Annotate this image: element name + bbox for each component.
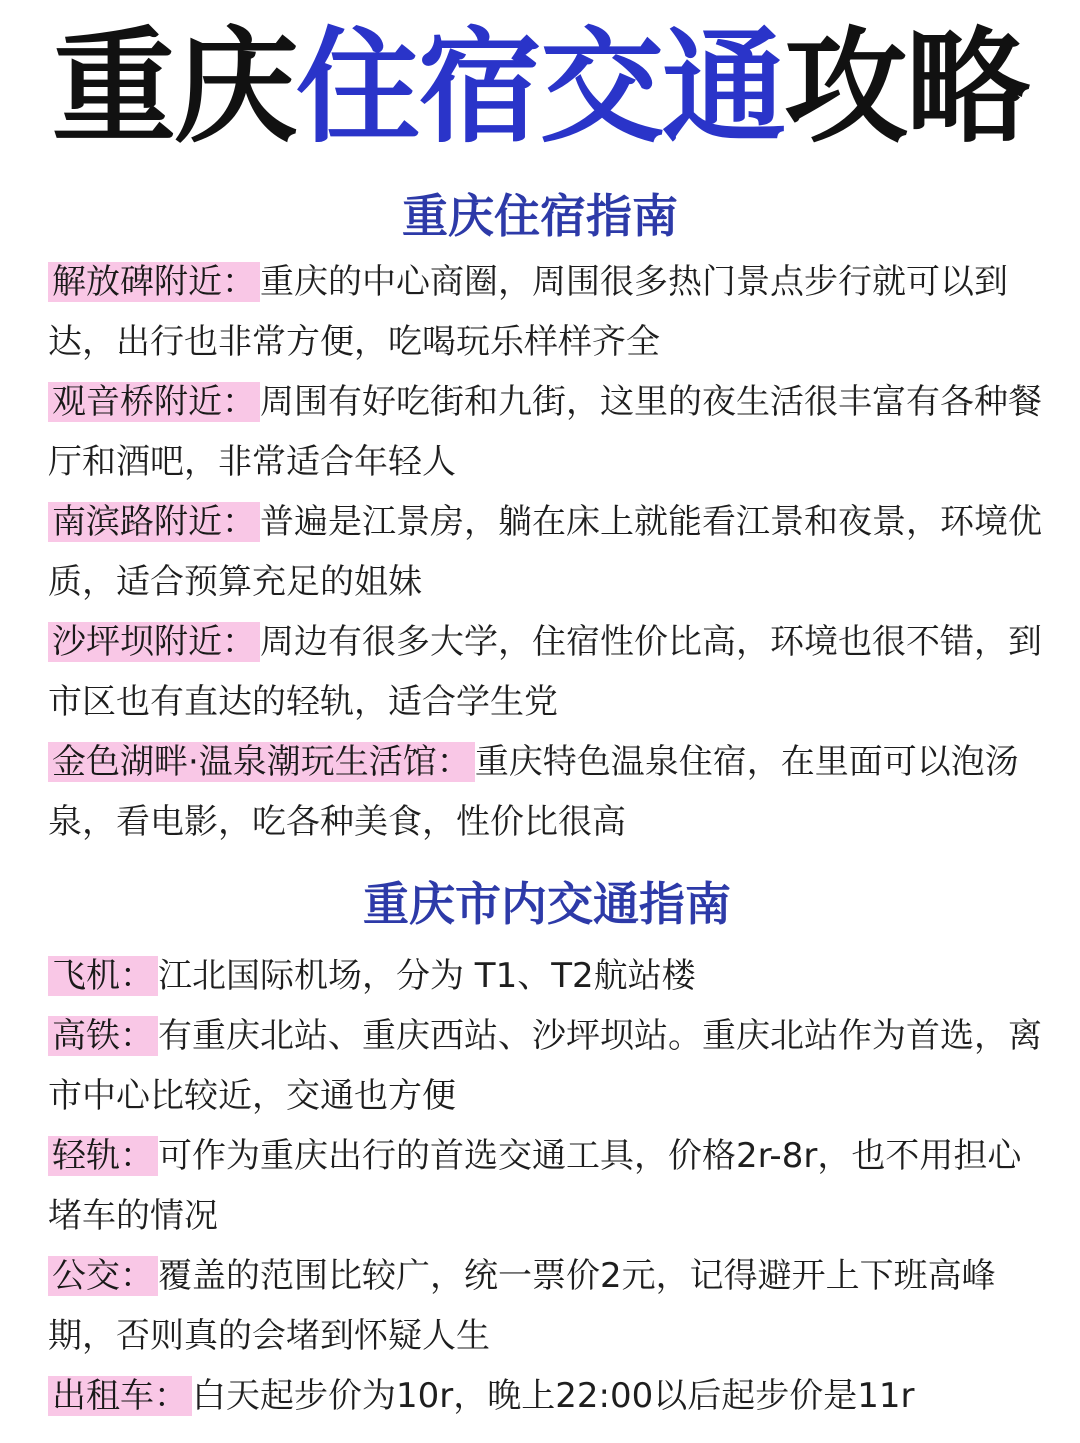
transport-item — [48, 1126, 1043, 1246]
transport-item-key: 飞机： — [48, 956, 158, 996]
transport-list — [48, 946, 1043, 1426]
transport-item-desc: 有重庆北站、重庆西站、沙坪坝站。重庆北站作为首选，离市中心比较近，交通也方便 — [48, 1016, 1042, 1116]
lodging-item-key: 金色湖畔·温泉潮玩生活馆： — [48, 742, 475, 782]
lodging-item — [48, 252, 1043, 372]
lodging-item — [48, 492, 1043, 612]
lodging-item — [48, 372, 1043, 492]
lodging-item-desc: 重庆的中心商圈，周围很多热门景点步行就可以到达，出行也非常方便，吃喝玩乐样样齐全 — [48, 262, 1008, 362]
lodging-item-desc: 周围有好吃街和九街，这里的夜生活很丰富有各种餐厅和酒吧，非常适合年轻人 — [48, 382, 1042, 482]
title-part-city: 重庆 — [51, 16, 296, 160]
page-title — [0, 18, 1080, 158]
lodging-item — [48, 732, 1043, 852]
lodging-item-key: 观音桥附近： — [48, 382, 260, 422]
transport-item-key: 公交： — [48, 1256, 158, 1296]
lodging-item-key: 解放碑附近： — [48, 262, 260, 302]
transport-item-desc: 江北国际机场，分为 T1、T2航站楼 — [158, 956, 696, 996]
lodging-heading: 重庆住宿指南 — [402, 189, 678, 243]
lodging-item-desc: 周边有很多大学，住宿性价比高，环境也很不错，到市区也有直达的轻轨，适合学生党 — [48, 622, 1042, 722]
lodging-list — [48, 252, 1043, 852]
title-part-topic: 住宿交通 — [295, 16, 784, 160]
lodging-item-key: 南滨路附近： — [48, 502, 260, 542]
transport-item-key: 高铁： — [48, 1016, 158, 1056]
transport-item — [48, 946, 1043, 1006]
transport-item-desc: 覆盖的范围比较广，统一票价2元，记得避开上下班高峰期，否则真的会堵到怀疑人生 — [48, 1256, 996, 1356]
transport-item — [48, 1366, 1043, 1426]
lodging-item-desc: 重庆特色温泉住宿，在里面可以泡汤泉，看电影，吃各种美食，性价比很高 — [48, 742, 1019, 842]
transport-item-key: 出租车： — [48, 1376, 192, 1416]
lodging-item-desc: 普遍是江景房，躺在床上就能看江景和夜景，环境优质，适合预算充足的姐妹 — [48, 502, 1042, 602]
lodging-item-key: 沙坪坝附近： — [48, 622, 260, 662]
title-part-guide: 攻略 — [784, 16, 1029, 160]
transport-heading: 重庆市内交通指南 — [363, 877, 731, 931]
transport-item — [48, 1006, 1043, 1126]
transport-item-desc: 白天起步价为10r，晚上22:00以后起步价是11r — [192, 1376, 915, 1416]
lodging-item — [48, 612, 1043, 732]
transport-item-key: 轻轨： — [48, 1136, 158, 1176]
transport-item — [48, 1246, 1043, 1366]
transport-item-desc: 可作为重庆出行的首选交通工具，价格2r-8r，也不用担心堵车的情况 — [48, 1136, 1022, 1236]
